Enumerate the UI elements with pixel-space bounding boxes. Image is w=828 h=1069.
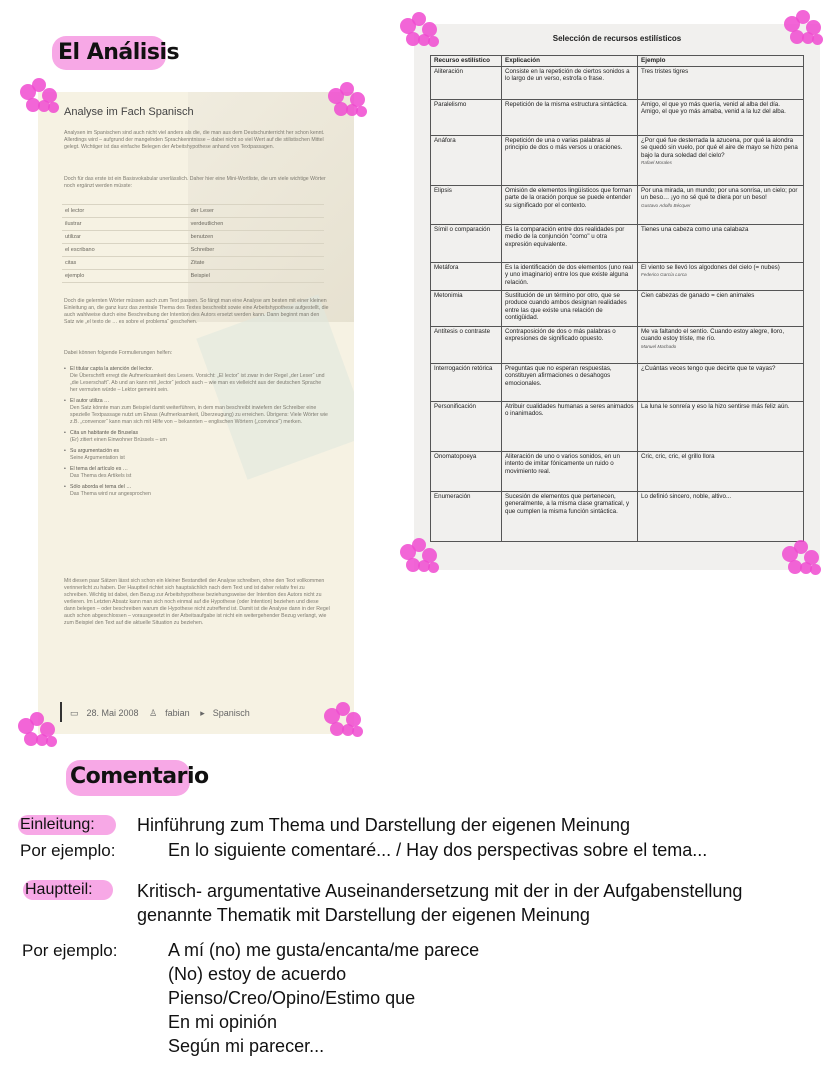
phrase-german: Das Thema wird nur angesprochen xyxy=(70,491,151,497)
recurso-explicacion: Sucesión de elementos que pertenecen, generalmente, a la misma clase gramatical, y que cumplen la misma función sintáctica. xyxy=(502,491,638,541)
recurso-name: Metáfora xyxy=(431,262,502,290)
tape-decoration xyxy=(400,12,440,52)
recurso-row xyxy=(431,262,804,290)
recurso-ejemplo xyxy=(638,326,804,363)
phrase-item xyxy=(64,366,330,394)
tape-decoration xyxy=(782,540,822,580)
vocab-german: Zitate xyxy=(188,257,324,270)
recurso-name: Personificación xyxy=(431,401,502,451)
table-header-row xyxy=(431,56,804,67)
recursos-photo xyxy=(414,24,820,570)
recurso-ejemplo xyxy=(638,363,804,401)
tape-decoration xyxy=(20,78,60,118)
recurso-name: Anáfora xyxy=(431,135,502,185)
recurso-ejemplo xyxy=(638,262,804,290)
recurso-explicacion: Repetición de la misma estructura sintáctica. xyxy=(502,99,638,135)
comentario-heading: Comentario xyxy=(70,764,209,789)
phrase-item xyxy=(64,398,330,426)
analysis-photo xyxy=(38,92,354,734)
tape-dot xyxy=(428,36,439,47)
recurso-row xyxy=(431,326,804,363)
ejemplo-source: Federico García Lorca xyxy=(641,272,687,278)
recurso-row xyxy=(431,185,804,224)
recurso-row xyxy=(431,135,804,185)
ejemplo-text: Me va faltando el sentío. Cuando estoy alegre, lloro, cuando estoy triste, me río. xyxy=(641,327,785,343)
phrase-item xyxy=(64,466,330,480)
vocab-german: der Leser xyxy=(188,205,324,218)
tape-dot xyxy=(48,102,59,113)
ejemplo-source: Gustavo Adolfo Bécquer xyxy=(641,202,691,208)
photo-para-3: Dabei können folgende Formulierungen helfen: xyxy=(64,350,173,356)
recurso-name: Paralelismo xyxy=(431,99,502,135)
recurso-explicacion: Es la comparación entre dos realidades por medio de la conjunción "como" u otra expresión equivalente. xyxy=(502,224,638,262)
ejemplo-line-1: A mí (no) me gusta/encanta/me parece xyxy=(168,940,480,960)
ejemplo-line-3: Pienso/Creo/Opino/Estimo que xyxy=(168,988,416,1008)
ejemplo-text-1: En lo siguiente comentaré... / Hay dos perspectivas sobre el tema... xyxy=(168,840,708,860)
tape-decoration xyxy=(328,82,368,122)
ejemplo-label-1: Por ejemplo: xyxy=(20,841,116,860)
recurso-name: Símil o comparación xyxy=(431,224,502,262)
phrase-spanish: • Sólo aborda el tema del … xyxy=(70,484,132,490)
recursos-title: Selección de recursos estilísticos xyxy=(552,34,682,43)
vocab-spanish: ilustrar xyxy=(62,218,188,231)
recurso-name: Interrogación retórica xyxy=(431,363,502,401)
ejemplo-label-2: Por ejemplo: xyxy=(22,941,118,960)
vocab-row xyxy=(62,205,324,218)
ejemplo-line-2: (No) estoy de acuerdo xyxy=(168,964,347,984)
recurso-explicacion: Atribuir cualidades humanas a seres animados o inanimados. xyxy=(502,401,638,451)
recurso-ejemplo xyxy=(638,135,804,185)
photo-footer xyxy=(70,708,258,719)
recurso-name: Enumeración xyxy=(431,491,502,541)
vocab-spanish: utilizar xyxy=(62,231,188,244)
header-ejemplo: Ejemplo xyxy=(638,56,804,67)
vocab-row xyxy=(62,244,324,257)
ejemplo-line-4: En mi opinión xyxy=(168,1012,278,1032)
ejemplo-text: El viento se llevó los algodones del cielo (= nubes) xyxy=(641,263,780,271)
tape-dot xyxy=(428,562,439,573)
vocab-table xyxy=(62,204,324,283)
recurso-explicacion: Preguntas que no esperan respuestas, constituyen afirmaciones o desahogos emocionales. xyxy=(502,363,638,401)
tape-decoration xyxy=(18,712,58,752)
recurso-row xyxy=(431,451,804,491)
ejemplo-text: ¿Cuántas veces tengo que decirte que te vayas? xyxy=(641,364,776,372)
recurso-name: Aliteración xyxy=(431,66,502,99)
ejemplo-source: Manuel Machado xyxy=(641,343,677,349)
recurso-explicacion: Aliteración de uno o varios sonidos, en un intento de imitar fónicamente un ruido o movimiento real. xyxy=(502,451,638,491)
recurso-name: Antítesis o contraste xyxy=(431,326,502,363)
recurso-ejemplo xyxy=(638,401,804,451)
recurso-name: Metonimia xyxy=(431,290,502,326)
ejemplo-text: Amigo, el que yo más quería, venid al alba del día. Amigo, el que yo más amaba, venid a la luz del alba. xyxy=(641,100,786,116)
recurso-ejemplo xyxy=(638,99,804,135)
tape-decoration xyxy=(400,538,440,578)
recurso-explicacion: Omisión de elementos lingüísticos que forman parte de la oración porque se puede entender su significado por el contexto. xyxy=(502,185,638,224)
recurso-row xyxy=(431,401,804,451)
vocab-row xyxy=(62,231,324,244)
tape-dot xyxy=(812,34,823,45)
photo-title: Analyse im Fach Spanisch xyxy=(64,106,194,118)
hauptteil-label: Hauptteil: xyxy=(25,881,93,898)
vocab-german: verdeutlichen xyxy=(188,218,324,231)
recurso-ejemplo xyxy=(638,185,804,224)
ejemplo-text: Cien cabezas de ganado = cien animales xyxy=(641,291,755,299)
header-explicacion: Explicación xyxy=(502,56,638,67)
phrase-german: Das Thema des Artikels ist xyxy=(70,473,132,479)
recurso-ejemplo xyxy=(638,290,804,326)
calendar-icon: ▭ xyxy=(70,708,79,718)
ejemplo-text: Tienes una cabeza como una calabaza xyxy=(641,225,749,233)
recurso-explicacion: Contraposición de dos o más palabras o expresiones de significado opuesto. xyxy=(502,326,638,363)
einleitung-label: Einleitung: xyxy=(20,816,95,833)
recurso-row xyxy=(431,224,804,262)
ejemplo-text: Por una mirada, un mundo; por una sonrisa, un cielo; por un beso… ¡yo no sé qué te diera por un beso! xyxy=(641,186,798,202)
photo-para-2: Doch die gelernten Wörter müssen auch zum Text passen. So fängt man eine Analyse am besten mit einer kleinen Einleitung an, die ganz kurz das zentrale Thema des Textes beschreibt sowie eine Arbeitshypothese aufgestellt, die auch wahlweise durch eine Beschreibung der Intention des Autors ersetzt werden kann. Dann beginnt man den Satz wie „el texto de … es sobre el problema“ geschehen. xyxy=(64,298,329,325)
ejemplo-line-5: Según mi parecer... xyxy=(168,1036,325,1056)
phrase-spanish: • El tema del artículo es … xyxy=(70,466,128,472)
post-category: Spanisch xyxy=(212,708,250,718)
phrase-spanish: • Cita un habitante de Bruselas xyxy=(70,430,139,436)
tape-dot xyxy=(46,736,57,747)
tape-dot xyxy=(356,106,367,117)
hauptteil-text-1: Kritisch- argumentative Auseinandersetzung mit der in der Aufgabenstellung xyxy=(137,881,743,901)
vocab-row xyxy=(62,218,324,231)
recurso-ejemplo xyxy=(638,451,804,491)
post-author: fabian xyxy=(165,708,190,718)
recurso-row xyxy=(431,66,804,99)
phrase-german: Die Überschrift erregt die Aufmerksamkeit des Lesers. Vorsicht: „El lector“ ist zwar in der Regel „der Leser“ und „die Leserschaft“. Ab und an kann mit „lector“ jedoch auch – wie man es vielleicht aus der deutschen Sprache her vermuten würde – Lektor gemeint sein. xyxy=(70,373,325,393)
ejemplo-source: Rafael Morales xyxy=(641,160,672,166)
tape-dot xyxy=(352,726,363,737)
vocab-spanish: el escribano xyxy=(62,244,188,257)
vocab-german: Beispiel xyxy=(188,270,324,283)
photo-intro-2: Doch für das erste ist ein Basisvokabular unerlässlich. Daher hier eine Mini-Wortliste, die um viele wichtige Wörter noch ergänzt werden müsste: xyxy=(64,176,326,189)
recurso-name: Elipsis xyxy=(431,185,502,224)
ejemplo-text: Lo definió sincero, noble, altivo... xyxy=(641,492,732,500)
vocab-german: Schreiber xyxy=(188,244,324,257)
einleitung-text: Hinführung zum Thema und Darstellung der eigenen Meinung xyxy=(137,815,630,835)
vocab-german: benutzen xyxy=(188,231,324,244)
header-recurso: Recurso estilístico xyxy=(431,56,502,67)
recurso-explicacion: Consiste en la repetición de ciertos sonidos a lo largo de un verso, estrofa o frase. xyxy=(502,66,638,99)
phrase-german: (Er) zitiert einen Einwohner Brüssels – um xyxy=(70,437,167,443)
recurso-name: Onomatopoeya xyxy=(431,451,502,491)
ejemplo-text: ¿Por qué fue desterrada la azucena, por qué la alondra se quedó sin vuelo, por qué el aire de mayo se hizo pena bajo la dura soledad del cielo? xyxy=(641,136,798,159)
recurso-row xyxy=(431,491,804,541)
recurso-explicacion: Repetición de una o varias palabras al principio de dos o más versos u oraciones. xyxy=(502,135,638,185)
recurso-row xyxy=(431,363,804,401)
post-date: 28. Mai 2008 xyxy=(86,708,139,718)
vocab-row xyxy=(62,257,324,270)
ejemplo-text: La luna le sonreía y eso la hizo sentirse más feliz aún. xyxy=(641,402,790,410)
analisis-heading: El Análisis xyxy=(58,40,180,65)
recurso-row xyxy=(431,99,804,135)
ejemplo-text: Tres tristes tigres xyxy=(641,67,689,75)
phrase-german: Den Satz könnte man zum Beispiel damit weiterführen, in dem man beschreibt inwiefern der Schreiber eine spezielle Textpassage nutzt um Etwas (Aufmerksamkeit, Überzeugung) zu erreichen. Übrigens: Viele Wörter wie z.B. „convencer“ kann man sich mit Hilfe von – bekannten – englischen Wörtern („convince“) merken. xyxy=(70,405,328,425)
recurso-ejemplo xyxy=(638,491,804,541)
hauptteil-text-2: genannte Thematik mit Darstellung der eigenen Meinung xyxy=(137,905,590,925)
phrase-spanish: • Su argumentación es xyxy=(70,448,120,454)
phrase-item xyxy=(64,430,330,444)
phrase-spanish: • El titular capta la atención del lector. xyxy=(70,366,154,372)
tape-dot xyxy=(810,564,821,575)
vocab-spanish: el lector xyxy=(62,205,188,218)
recursos-table xyxy=(430,55,804,542)
tape-decoration xyxy=(324,702,364,742)
ejemplo-text: Cric, cric, cric, el grillo llora xyxy=(641,452,715,460)
recurso-explicacion: Sustitución de un término por otro, que se produce cuando ambos designan realidades entre las que existe una relación de contigüidad. xyxy=(502,290,638,326)
vocab-row xyxy=(62,270,324,283)
recurso-explicacion: Es la identificación de dos elementos (uno real y uno imaginario) entre los que existe alguna relación. xyxy=(502,262,638,290)
photo-outro: Mit diesen paar Sätzen lässt sich schon ein kleiner Bestandteil der Analyse schreiben, ohne den Text vollkommen verinnerlicht zu haben. Der Hauptteil richtet sich hauptsächlich nach dem Text und ist daher relativ frei zu schreiben. Wichtig ist dabei, den Bezug zur Arbeitshypothese beziehungsweise der Intention des Autors nicht zu verlieren. Im Letzten Absatz kann man sich noch einmal auf die Hypothese (oder Intention) beziehen und diese dann belegen – oder beschreiben warum die Hypothese nicht zutreffend ist. Damit ist die Analyse dann in der Regel auch schon abgeschlossen – vorausgesetzt in der Arbeitsaufgabe ist nicht ein weitergehender Bezug verlangt, wie zum Beispiel den Text auf die aktuelle Situation zu beziehen. xyxy=(64,578,330,626)
vocab-spanish: citas xyxy=(62,257,188,270)
vocab-spanish: ejemplo xyxy=(62,270,188,283)
footer-bar xyxy=(60,702,62,722)
recurso-ejemplo xyxy=(638,66,804,99)
tape-decoration xyxy=(784,10,824,50)
phrase-spanish: • El autor utiliza … xyxy=(70,398,110,404)
phrase-german: Seine Argumentation ist xyxy=(70,455,125,461)
user-icon: ♙ xyxy=(149,708,158,718)
phrase-item xyxy=(64,448,330,462)
recurso-row xyxy=(431,290,804,326)
folder-icon: ▸ xyxy=(200,708,205,718)
phrases-list xyxy=(64,366,330,502)
phrase-item xyxy=(64,484,330,498)
photo-intro: Analysen im Spanischen sind auch nicht viel anders als die, die man aus dem Deutschunterricht her schon kennt. Allerdings wird – aufgrund der mangelnden Sprachkenntnisse – dabei nicht so viel Wert auf die stilistischen Mittel gelegt. Wichtiger ist das einfache Belegen der Arbeitshypothese anhand von Textpassagen. xyxy=(64,130,325,150)
recurso-ejemplo xyxy=(638,224,804,262)
